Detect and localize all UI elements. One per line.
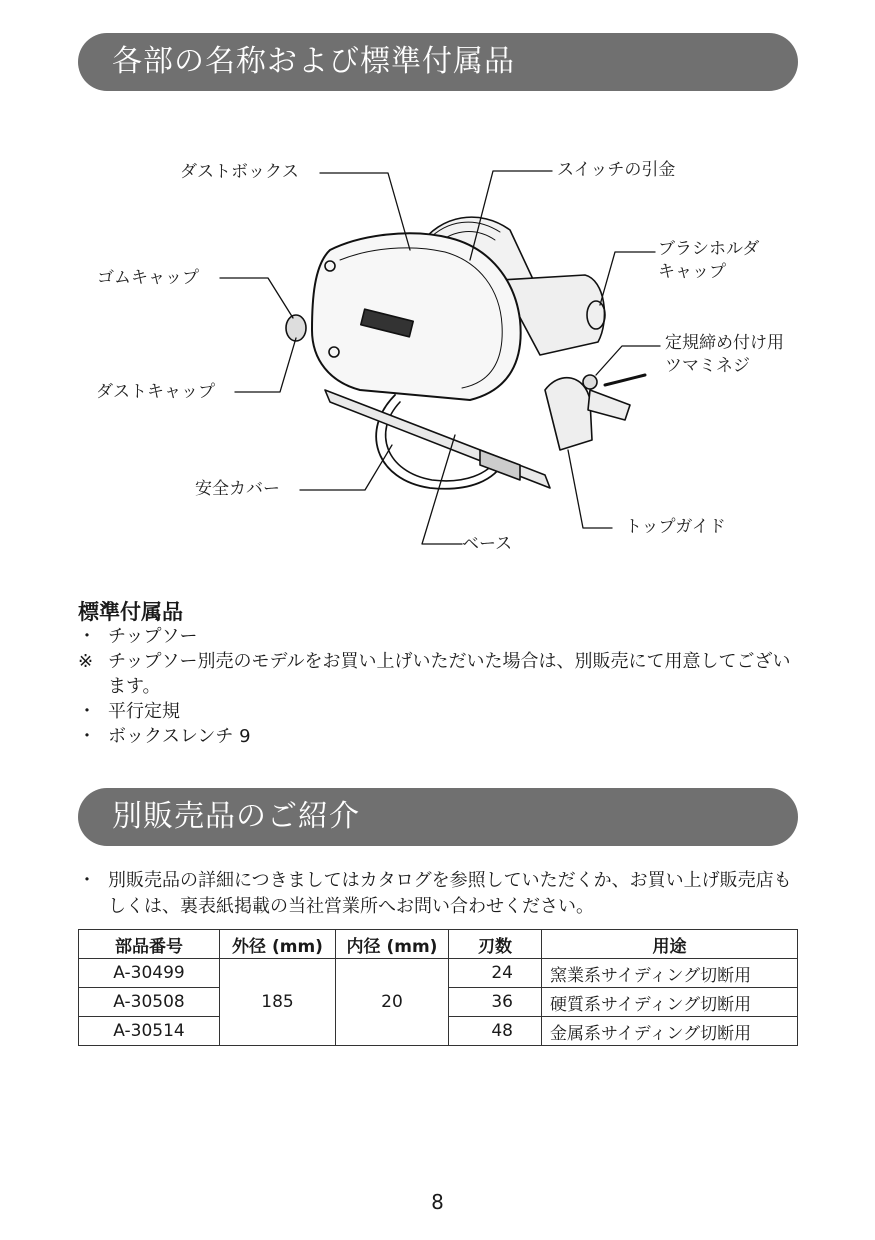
section-title-parts: 各部の名称および標準付属品	[78, 33, 798, 91]
label-safety-cover: 安全カバー	[195, 479, 280, 499]
label-base: ベース	[462, 534, 513, 554]
use: 硬質系サイディング切断用	[542, 988, 798, 1017]
outer-diameter: 185	[220, 959, 336, 1046]
list-item: ・ ボックスレンチ 9	[78, 726, 251, 747]
part-number: A-30514	[79, 1017, 220, 1046]
inner-diameter: 20	[336, 959, 449, 1046]
teeth: 36	[449, 988, 542, 1017]
part-number: A-30508	[79, 988, 220, 1017]
label-fixing-knob-2: ツマミネジ	[665, 356, 750, 376]
header-part-number: 部品番号	[79, 930, 220, 959]
rubber-cap-shape	[286, 315, 306, 341]
section-title-optional: 別販売品のご紹介	[78, 788, 798, 846]
label-fixing-knob-1: 定規締め付け用	[665, 333, 784, 353]
label-top-guide: トップガイド	[625, 517, 726, 537]
label-dust-box: ダストボックス	[180, 162, 299, 182]
accessories-heading: 標準付属品	[78, 600, 183, 624]
label-rubber-cap: ゴムキャップ	[97, 268, 199, 288]
list-item: ※ チップソー別売のモデルをお買い上げいただいた場合は、別販売にて用意してございます。	[78, 651, 791, 697]
header-teeth: 刃数	[449, 930, 542, 959]
use: 窯業系サイディング切断用	[542, 959, 798, 988]
header-outer-diameter: 外径 (mm)	[220, 930, 336, 959]
optional-intro	[78, 868, 808, 920]
fixing-knob-shape	[583, 375, 597, 389]
page-number: 8	[431, 1190, 444, 1214]
table-header-row	[79, 930, 798, 959]
use: 金属系サイディング切断用	[542, 1017, 798, 1046]
optional-parts-table	[78, 929, 798, 1046]
label-dust-cap: ダストキャップ	[96, 382, 215, 402]
teeth: 48	[449, 1017, 542, 1046]
label-switch-trigger: スイッチの引金	[557, 160, 676, 180]
teeth: 24	[449, 959, 542, 988]
table-row	[79, 959, 798, 988]
bullet: ・	[78, 870, 96, 891]
circular-saw-diagram	[0, 120, 875, 580]
list-item: ・ チップソー	[78, 626, 198, 647]
part-number: A-30499	[79, 959, 220, 988]
label-brush-holder-cap-1: ブラシホルダ	[658, 239, 760, 259]
label-brush-holder-cap-2: キャップ	[658, 262, 726, 282]
list-item: ・ 平行定規	[78, 701, 180, 722]
top-guide	[545, 378, 592, 450]
header-inner-diameter: 内径 (mm)	[336, 930, 449, 959]
intro-text: 別販売品の詳細につきましてはカタログを参照していただくか、お買い上げ販売店もしくは、裏表紙掲載の当社営業所へお問い合わせください。	[108, 870, 792, 917]
header-use: 用途	[542, 930, 798, 959]
accessories-list	[78, 624, 808, 749]
